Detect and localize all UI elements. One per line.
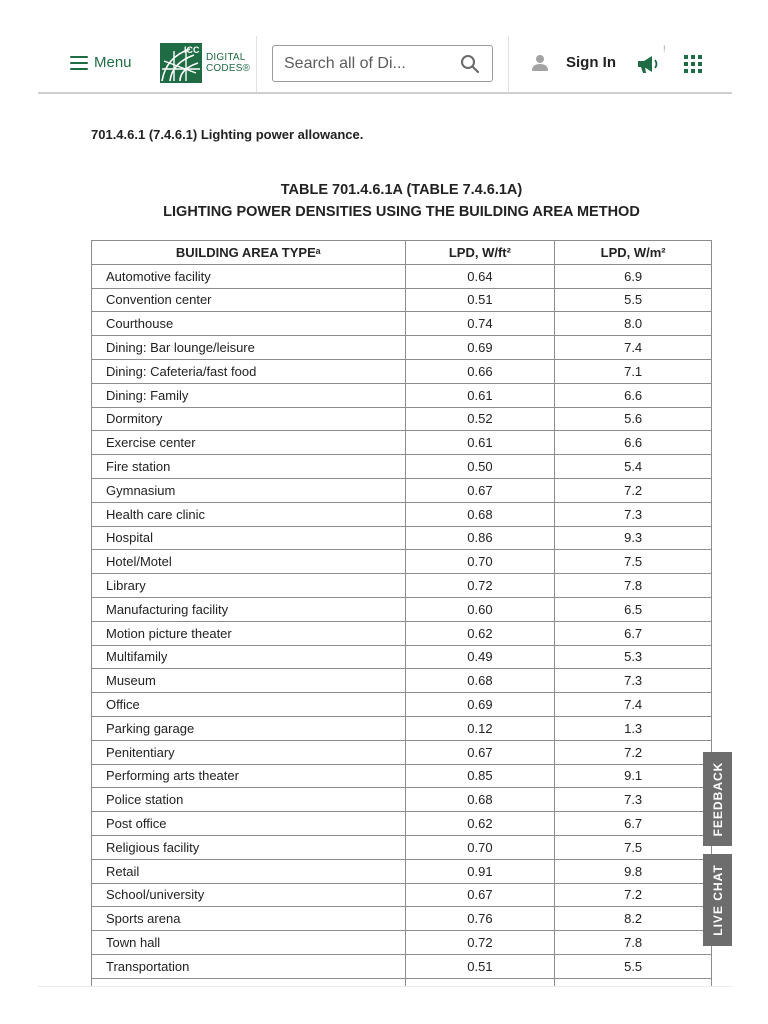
lpd-wm2-cell: 6.7 (555, 621, 712, 645)
column-header: LPD, W/ft² (405, 241, 555, 265)
lpd-wft2-cell: 0.64 (405, 264, 555, 288)
table-row (92, 740, 712, 764)
lpd-wft2-cell: 0.67 (405, 478, 555, 502)
header-divider (256, 36, 257, 92)
live-chat-tab[interactable]: LIVE CHAT (703, 854, 732, 946)
building-type-cell: Dormitory (92, 407, 406, 431)
lpd-wft2-cell: 0.51 (405, 288, 555, 312)
table-row (92, 312, 712, 336)
menu-button[interactable] (70, 54, 132, 71)
building-type-cell: Motion picture theater (92, 621, 406, 645)
feedback-tab[interactable]: FEEDBACK (703, 752, 732, 846)
building-type-cell: Dining: Cafeteria/fast food (92, 359, 406, 383)
lpd-wft2-cell: 0.68 (405, 669, 555, 693)
building-type-cell: Health care clinic (92, 502, 406, 526)
table-row (92, 502, 712, 526)
lpd-wm2-cell: 7.3 (555, 502, 712, 526)
lpd-wft2-cell: 0.68 (405, 788, 555, 812)
table-row (92, 835, 712, 859)
lpd-wft2-cell: 0.60 (405, 597, 555, 621)
building-type-cell: Sports arena (92, 907, 406, 931)
building-type-cell: Police station (92, 788, 406, 812)
lighting-power-density-table (91, 240, 712, 992)
logo-wordmark: DIGITAL CODES® (206, 52, 251, 74)
lpd-wm2-cell: 7.5 (555, 550, 712, 574)
lpd-wft2-cell: 0.61 (405, 431, 555, 455)
table-row (92, 859, 712, 883)
table-row (92, 526, 712, 550)
lpd-wm2-cell: 9.1 (555, 764, 712, 788)
table-row (92, 931, 712, 955)
building-type-cell: Gymnasium (92, 478, 406, 502)
table-title (91, 179, 712, 223)
table-row (92, 907, 712, 931)
table-row (92, 574, 712, 598)
table-row (92, 812, 712, 836)
building-type-cell: Museum (92, 669, 406, 693)
building-type-cell: Manufacturing facility (92, 597, 406, 621)
building-type-cell: Office (92, 693, 406, 717)
table-row (92, 336, 712, 360)
lpd-wm2-cell: 6.6 (555, 383, 712, 407)
lpd-wm2-cell: 7.2 (555, 883, 712, 907)
building-type-cell: Hotel/Motel (92, 550, 406, 574)
table-row (92, 954, 712, 978)
table-row (92, 669, 712, 693)
lpd-wm2-cell: 5.6 (555, 407, 712, 431)
table-row (92, 883, 712, 907)
building-type-cell: Dining: Bar lounge/leisure (92, 336, 406, 360)
lpd-wm2-cell: 7.4 (555, 336, 712, 360)
table-row (92, 764, 712, 788)
lpd-wm2-cell: 1.3 (555, 716, 712, 740)
lpd-wm2-cell: 9.3 (555, 526, 712, 550)
building-type-cell: Multifamily (92, 645, 406, 669)
globe-logo-icon (160, 43, 202, 83)
menu-label: Menu (94, 54, 132, 71)
lpd-wft2-cell: 0.62 (405, 621, 555, 645)
lpd-wft2-cell: 0.72 (405, 931, 555, 955)
sign-in-link[interactable]: Sign In (566, 54, 616, 71)
lpd-wft2-cell: 0.50 (405, 455, 555, 479)
table-row (92, 597, 712, 621)
apps-grid-icon[interactable] (684, 55, 702, 73)
lpd-wft2-cell: 0.12 (405, 716, 555, 740)
lpd-wft2-cell: 0.66 (405, 359, 555, 383)
lpd-wm2-cell: 7.3 (555, 788, 712, 812)
lpd-wft2-cell: 0.70 (405, 835, 555, 859)
lpd-wft2-cell: 0.69 (405, 693, 555, 717)
table-row (92, 407, 712, 431)
user-icon (531, 54, 549, 72)
lpd-wm2-cell: 7.8 (555, 931, 712, 955)
lpd-wm2-cell: 5.5 (555, 288, 712, 312)
table-row (92, 788, 712, 812)
lpd-wm2-cell: 7.4 (555, 693, 712, 717)
lpd-wft2-cell: 0.74 (405, 312, 555, 336)
table-row (92, 359, 712, 383)
table-row (92, 288, 712, 312)
table-row (92, 431, 712, 455)
building-type-cell: Library (92, 574, 406, 598)
lpd-wm2-cell: 8.2 (555, 907, 712, 931)
lpd-wft2-cell: 0.85 (405, 764, 555, 788)
table-row (92, 264, 712, 288)
lpd-wm2-cell: 7.8 (555, 574, 712, 598)
lpd-wm2-cell: 6.6 (555, 431, 712, 455)
table-title-line1: TABLE 701.4.6.1A (TABLE 7.4.6.1A) (280, 182, 523, 198)
logo-icc-text: ICC (184, 45, 200, 55)
lpd-wm2-cell: 7.1 (555, 359, 712, 383)
header-divider (508, 36, 509, 92)
page-bottom-mask (0, 986, 768, 1024)
lpd-wft2-cell: 0.62 (405, 812, 555, 836)
lpd-wft2-cell: 0.86 (405, 526, 555, 550)
lpd-wft2-cell: 0.68 (405, 502, 555, 526)
lpd-wm2-cell: 7.3 (555, 669, 712, 693)
search-icon[interactable] (460, 54, 480, 74)
table-row (92, 478, 712, 502)
building-type-cell: Performing arts theater (92, 764, 406, 788)
building-type-cell: School/university (92, 883, 406, 907)
table-row (92, 550, 712, 574)
building-type-cell: Automotive facility (92, 264, 406, 288)
table-row (92, 621, 712, 645)
lpd-wm2-cell: 6.9 (555, 264, 712, 288)
building-type-cell: Penitentiary (92, 740, 406, 764)
building-type-cell: Convention center (92, 288, 406, 312)
lpd-wm2-cell: 7.5 (555, 835, 712, 859)
building-type-cell: Town hall (92, 931, 406, 955)
table-row (92, 716, 712, 740)
building-type-cell: Courthouse (92, 312, 406, 336)
announcement-badge: ! (663, 44, 666, 54)
column-header: BUILDING AREA TYPEᵃ (92, 241, 406, 265)
building-type-cell: Exercise center (92, 431, 406, 455)
lpd-wm2-cell: 7.2 (555, 478, 712, 502)
lpd-wm2-cell: 6.7 (555, 812, 712, 836)
building-type-cell: Religious facility (92, 835, 406, 859)
lpd-wm2-cell: 5.4 (555, 455, 712, 479)
megaphone-icon[interactable] (636, 53, 660, 75)
icc-digital-codes-logo[interactable] (160, 43, 250, 83)
hamburger-icon (70, 56, 88, 70)
lpd-wm2-cell: 6.5 (555, 597, 712, 621)
lpd-wft2-cell: 0.61 (405, 383, 555, 407)
site-header (38, 34, 732, 94)
lpd-wft2-cell: 0.67 (405, 740, 555, 764)
lpd-wft2-cell: 0.51 (405, 954, 555, 978)
building-type-cell: Dining: Family (92, 383, 406, 407)
page-bottom-divider (38, 986, 732, 987)
lpd-wft2-cell: 0.76 (405, 907, 555, 931)
lpd-wm2-cell: 5.3 (555, 645, 712, 669)
building-type-cell: Transportation (92, 954, 406, 978)
building-type-cell: Retail (92, 859, 406, 883)
section-title: 701.4.6.1 (7.4.6.1) Lighting power allowance. (91, 127, 364, 142)
building-type-cell: Post office (92, 812, 406, 836)
table-row (92, 645, 712, 669)
building-type-cell: Fire station (92, 455, 406, 479)
lpd-wm2-cell: 9.8 (555, 859, 712, 883)
lpd-wft2-cell: 0.52 (405, 407, 555, 431)
lpd-wft2-cell: 0.67 (405, 883, 555, 907)
building-type-cell: Parking garage (92, 716, 406, 740)
search-box (272, 45, 493, 82)
lpd-wm2-cell: 8.0 (555, 312, 712, 336)
lpd-wft2-cell: 0.69 (405, 336, 555, 360)
lpd-wft2-cell: 0.72 (405, 574, 555, 598)
lpd-wm2-cell: 7.2 (555, 740, 712, 764)
lpd-wft2-cell: 0.70 (405, 550, 555, 574)
lpd-wft2-cell: 0.91 (405, 859, 555, 883)
table-header-row (92, 241, 712, 265)
lpd-wm2-cell: 5.5 (555, 954, 712, 978)
column-header: LPD, W/m² (555, 241, 712, 265)
building-type-cell: Hospital (92, 526, 406, 550)
table-row (92, 383, 712, 407)
lpd-wft2-cell: 0.49 (405, 645, 555, 669)
table-title-line2: LIGHTING POWER DENSITIES USING THE BUILDING AREA METHOD (163, 204, 640, 220)
table-row (92, 693, 712, 717)
search-input[interactable] (284, 54, 456, 74)
table-row (92, 455, 712, 479)
